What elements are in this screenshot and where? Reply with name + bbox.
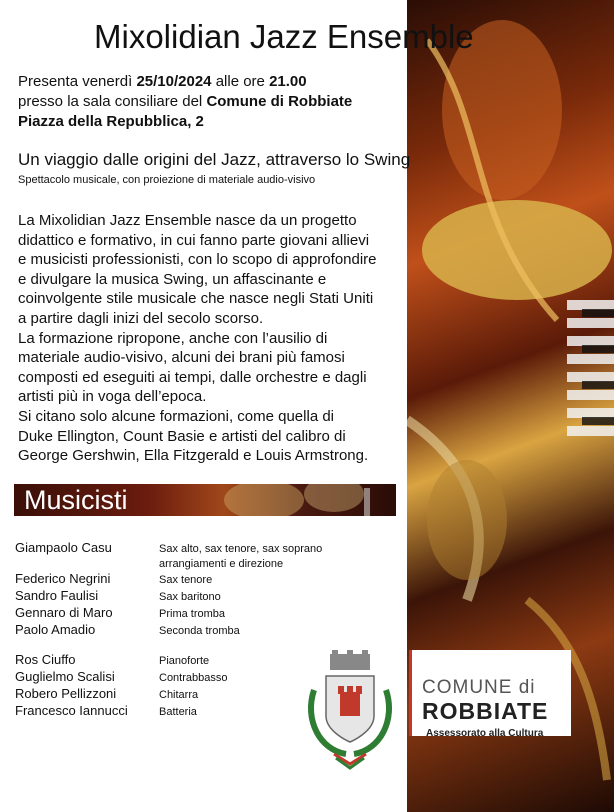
musician-name: Robero Pellizzoni bbox=[15, 686, 117, 701]
presenta-label: Presenta bbox=[18, 73, 79, 90]
logo-line-comune: COMUNE di bbox=[422, 677, 536, 698]
description-line: La Mixolidian Jazz Ensemble nasce da un progetto bbox=[18, 212, 357, 229]
crest-tower bbox=[340, 692, 360, 716]
musician-name: Paolo Amadio bbox=[15, 622, 96, 637]
description-line: composti ed eseguiti ai tempi, dalle orchestre e dagli bbox=[18, 368, 367, 386]
musician-row bbox=[15, 571, 375, 588]
comune-logo bbox=[409, 650, 571, 739]
musician-name: Francesco Iannucci bbox=[15, 703, 128, 718]
musician-role: Batteria bbox=[159, 706, 197, 718]
event-date: 25/10/2024 bbox=[136, 73, 212, 90]
crest-crown bbox=[330, 654, 370, 670]
musician-role: Chitarra bbox=[159, 689, 199, 701]
musician-row bbox=[15, 540, 375, 571]
musician-row bbox=[15, 622, 375, 639]
description-line: a partire dagli inizi del secolo scorso. bbox=[18, 309, 264, 327]
event-time: 21.00 bbox=[269, 73, 307, 90]
musician-row bbox=[15, 605, 375, 622]
event-address: Piazza della Repubblica, 2 bbox=[18, 113, 204, 130]
venue-prefix: presso la sala consiliare del bbox=[18, 93, 203, 110]
musician-role: Sax tenore bbox=[159, 574, 213, 586]
musician-name: Giampaolo Casu bbox=[15, 540, 112, 555]
musicians-heading: Musicisti bbox=[24, 485, 128, 515]
description bbox=[18, 211, 377, 466]
description-line: e musicisti professionisti, con lo scopo di approfondire bbox=[18, 251, 377, 269]
logo-accent-bar bbox=[409, 650, 412, 736]
description-line: artisti più in voga dell’epoca. bbox=[18, 388, 207, 406]
musician-role bbox=[159, 542, 322, 572]
event-tagline: Spettacolo musicale, con proiezione di materiale audio-visivo bbox=[18, 174, 316, 186]
musician-name: Gennaro di Maro bbox=[15, 605, 113, 620]
time-prefix: alle ore bbox=[215, 73, 265, 90]
event-info bbox=[18, 72, 352, 132]
musician-role: Sax baritono bbox=[159, 591, 221, 603]
logo-line-assessorato: Assessorato alla Cultura bbox=[426, 728, 544, 739]
description-line: George Gershwin, Ella Fitzgerald e Louis Armstrong. bbox=[18, 447, 369, 465]
day-label: venerdì bbox=[82, 73, 133, 90]
musician-role: Contrabbasso bbox=[159, 672, 228, 684]
description-line: coinvolgente stile musicale che nasce negli Stati Uniti bbox=[18, 290, 374, 308]
description-line: Si citano solo alcune formazioni, come quella di bbox=[18, 407, 335, 425]
event-venue: Comune di Robbiate bbox=[206, 93, 353, 110]
musician-row bbox=[15, 588, 375, 605]
description-line: e divulgare la musica Swing, un affascinante e bbox=[18, 270, 327, 288]
musician-role-line: arrangiamenti e direzione bbox=[159, 558, 284, 570]
description-line: materiale audio-visivo, alcuni dei brani più famosi bbox=[18, 349, 345, 367]
description-line: didattico e formativo, in cui fanno parte giovani allievi bbox=[18, 231, 370, 249]
musician-name: Ros Ciuffo bbox=[15, 652, 76, 667]
musician-name: Guglielmo Scalisi bbox=[15, 669, 115, 684]
musician-name: Federico Negrini bbox=[15, 571, 111, 586]
musicians-banner bbox=[14, 484, 396, 516]
musician-role: Seconda tromba bbox=[159, 625, 240, 637]
description-line: La formazione ripropone, anche con l’ausilio di bbox=[18, 329, 328, 347]
event-title: Mixolidian Jazz Ensemble bbox=[94, 18, 474, 55]
musician-role: Prima tromba bbox=[159, 608, 226, 620]
coat-of-arms-icon bbox=[300, 650, 400, 770]
musician-role: Pianoforte bbox=[159, 655, 210, 667]
event-subtitle: Un viaggio dalle origini del Jazz, attraverso lo Swing bbox=[18, 150, 411, 169]
description-line: Duke Ellington, Count Basie e artisti del calibro di bbox=[18, 427, 346, 445]
logo-line-robbiate: ROBBIATE bbox=[422, 698, 549, 724]
musician-role-line: Sax alto, sax tenore, sax soprano bbox=[159, 543, 323, 555]
musician-name: Sandro Faulisi bbox=[15, 588, 99, 603]
